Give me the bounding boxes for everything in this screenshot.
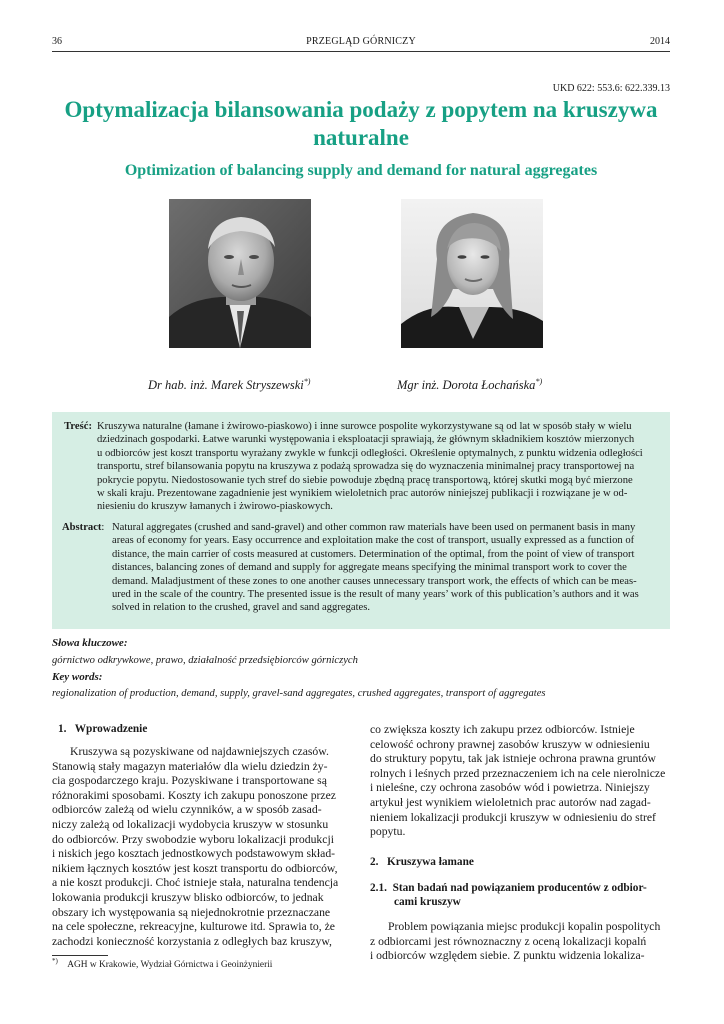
footnote-text: AGH w Krakowie, Wydział Górnictwa i Geoinżynierii [67,960,273,971]
author-photo-2 [401,199,543,348]
keywords-en-text: regionalization of production, demand, supply, gravel-sand aggregates, crushed aggregates, transport of aggregates [52,688,546,699]
intro-line: celowość ochrony prawnej zasobów kruszyw w odniesieniu [370,737,650,751]
abstract-pl-label [62,420,92,433]
section-1-line: cia gospodarczego kraju. Pozyskiwane i transportowane są [52,774,327,788]
abstract-pl-line: w skali kraju. Prezentowane zagadnienie jest wynikiem wieloletnich prac autorów niniejszej publikacji i rozwiązane je w od- [97,488,628,500]
running-header [52,36,670,52]
author-1-name [148,377,310,393]
intro-line: nieniem lokalizacji produkcji kruszyw w odniesieniu do stref [370,810,656,824]
section-2-heading: 2. Kruszywa łamane [370,856,474,868]
section-1-line: odbiorców zależą od wielu czynników, a w sposób zasad- [52,803,322,817]
section-1-body [52,745,352,949]
abstract-en-line: distance, the main carrier of costs measured at customers. Determination of the optimal, from the point of view of transport [112,548,635,560]
abstract-pl-line: u odbiorców jest koszt transportu wyrażany zwykle w funkcji odległości. Określenie optymalnych, z punktu widzenia odległości [97,447,643,459]
ukd-classification: UKD 622: 553.6: 622.339.13 [552,83,670,94]
footnote-rule [52,955,108,956]
author-2-footnote-mark: *) [535,377,543,386]
footnote [52,957,272,970]
author-1-footnote-mark: *) [303,377,311,386]
section-1-line: do odbiorców. Przy swobodzie wyboru lokalizacji produkcji [52,832,334,846]
section-1-line: obszary ich występowania są niejednokrotnie przeznaczane [52,905,331,919]
keywords-en-heading: Key words: [52,671,103,683]
section-1-line: różnorakimi sposobami. Koszty ich zakupu ponoszone przez [52,788,336,802]
section-1-line: a nie koszt produkcji. Choć istnieje stała, naturalna tendencja [52,876,339,890]
section-1-line: niczy zależą od lokalizacji wydobycia kruszyw w stosunku [52,817,329,831]
intro-line: popytu. [370,825,406,839]
intro-line: co zwiększa koszty ich zakupu przez odbiorców. Istnieje [370,723,635,736]
keywords-pl-heading: Słowa kluczowe: [52,637,128,649]
header-rule [52,51,670,52]
page-number: 36 [52,36,62,47]
abstract-pl-line: transportu, stref bilansowania popytu na kruszywa z podażą sprowadza się do wyznaczenia minimalnej pracy transportowej na [97,461,635,473]
subsection-2-1-body [370,920,670,964]
title-polish: Optymalizacja bilansowania podaży z popytem na kruszywa naturalne [64,97,658,150]
abstract-pl-line: Kruszywa naturalne (łamane i żwirowo-piaskowo) i inne surowce pospolite wykorzystywane są od lat w sposób stały w wielu [97,421,632,432]
footnote-mark: *) [52,957,58,965]
journal-year: 2014 [650,36,670,47]
author-photo-2-image [401,199,543,348]
abstract-box [52,412,670,629]
author-photo-1-image [169,199,311,348]
section-1-line: Stanowią stały magazyn materiałów dla wielu dziedzin ży- [52,759,328,773]
section-1-line: i niskich jego kosztach jednostkowych podstawowym skład- [52,847,336,861]
section-1-line: nikiem łącznych kosztów jest koszt transportu do odbiorców, [52,861,338,875]
subsection-line: Problem powiązania miejsc produkcji kopalin pospolitych [388,920,661,933]
abstract-pl-text [97,420,662,514]
journal-name: PRZEGLĄD GÓRNICZY [306,36,416,47]
abstract-en-line: ured in the scale of the country. The presented issue is the result of many years’ work of this publication’s authors and it was [112,589,639,601]
keywords-pl-text: górnictwo odkrywkowe, prawo, działalność przedsiębiorców górniczych [52,655,358,666]
abstract-en-label-text: Abstract [62,522,102,533]
abstract-en-line: solved in relation to the crushed, gravel and sand aggregates. [112,602,370,614]
author-2-name-text: Mgr inż. Dorota Łochańska [397,378,536,393]
section-1-line: Kruszywa są pozyskiwane od najdawniejszych czasów. [70,745,329,758]
abstract-en-text [112,521,667,615]
author-photo-1 [169,199,311,348]
abstract-pl-line: niesieniu do kruszyw łamanych i żwirowo-piaskowych. [97,501,333,513]
abstract-pl-label-text: Treść: [64,421,92,432]
abstract-en-line: areas of economy for years. Easy occurrence and exploitation make the cost of transport, usually expressed as a function of [112,535,635,547]
subsection-2-1-heading-line1: 2.1. Stan badań nad powiązaniem producentów z odbior- [370,882,647,894]
section-1-line: lokowania produkcji kruszyw blisko odbiorców, to jednak [52,890,324,904]
title-english: Optimization of balancing supply and demand for natural aggregates [124,162,598,179]
section-1-line: zachodzi konieczność korzystania z odległych baz kruszyw, [52,934,332,948]
abstract-en-line: demand. Maladjustment of these zones to one another causes unnecessary transport work, the effects of which can be meas- [112,575,637,587]
right-column-intro [370,723,670,840]
subsection-line: i odbiorców względem siebie. Z punktu widzenia lokaliza- [370,949,645,963]
intro-line: i nieleśne, czy ochrona zasobów wód i powietrza. Niniejszy [370,781,650,795]
abstract-en-line: distances, balancing zones of demand and supply for aggregate means specifying the minimal transport work to cover the [112,562,627,574]
subsection-line: z odbiorcami jest równoznaczny z oceną lokalizacji kopalń [370,934,647,948]
abstract-pl-line: pokrycie popytu. Niedostosowanie tych stref do siebie powoduje zbędną pracę transportową, której skutki mogą być mierzone [97,474,633,486]
subsection-2-1-heading-line2: cami kruszyw [394,896,461,908]
abstract-en-line: Natural aggregates (crushed and sand-gravel) and other common raw materials have been used on permanent basis in many [112,522,636,533]
intro-line: do struktury popytu, tak jak istnieje ochrona prawna gruntów [370,752,656,766]
author-2-name [397,377,542,393]
section-1-heading: 1. Wprowadzenie [58,723,148,735]
abstract-en-label: Abstract: [62,522,105,533]
intro-line: rolnych i leśnych przed przeznaczeniem ich na cele nierolnicze [370,766,666,780]
abstract-pl-line: dziedzinach gospodarki. Łatwe warunki występowania i eksploatacji sprawiają, że głównym składnikiem kosztów mierzonych [97,434,635,446]
author-1-name-text: Dr hab. inż. Marek Stryszewski [148,378,304,393]
intro-line: artykuł jest wynikiem wieloletnich prac autorów nad zagad- [370,795,651,809]
section-1-line: na cele społeczne, rekreacyjne, kulturowe itd. Sprawia to, że [52,920,335,934]
